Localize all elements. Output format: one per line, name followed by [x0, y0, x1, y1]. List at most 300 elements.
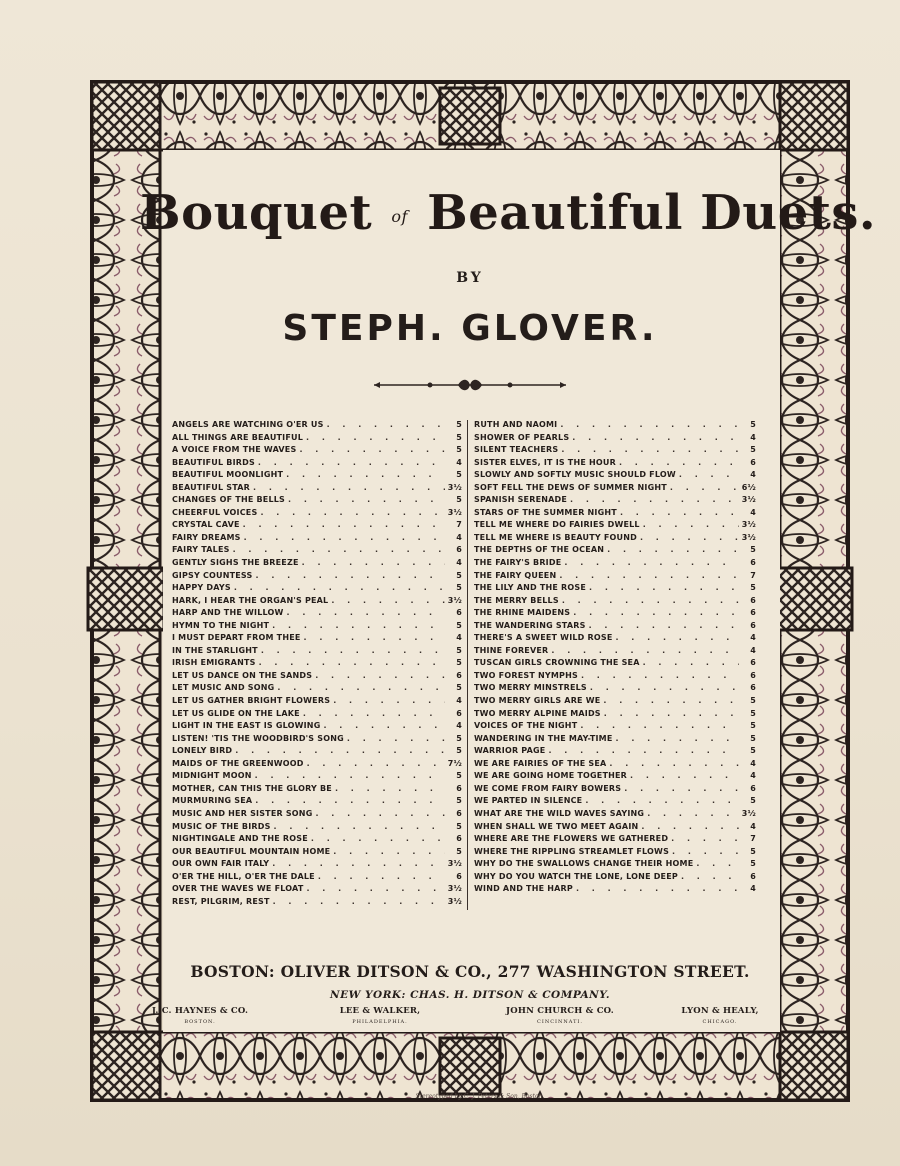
dot-leader [561, 444, 739, 457]
song-value: 5 [750, 420, 756, 429]
song-title: WHY DO YOU WATCH THE LONE, LONE DEEP [474, 871, 678, 881]
dot-leader [581, 670, 739, 683]
dot-leader [562, 595, 739, 608]
title-connector: of [391, 207, 408, 226]
agent-name: LYON & HEALY, [681, 1006, 759, 1016]
song-title: SHOWER OF PEARLS [474, 432, 570, 442]
song-title: BEAUTIFUL BIRDS [172, 457, 255, 467]
dot-leader [306, 883, 444, 896]
song-value: 4 [750, 758, 756, 768]
song-title: LISTEN! 'TIS THE WOODBIRD'S SONG [172, 733, 344, 743]
song-value: 6 [750, 683, 756, 693]
song-row [172, 657, 462, 670]
song-title: TELL ME WHERE DO FAIRIES DWELL [474, 520, 640, 530]
song-row [474, 821, 756, 834]
song-row [474, 494, 756, 507]
dot-leader [576, 883, 739, 896]
dot-leader [259, 657, 445, 670]
dot-leader [573, 607, 739, 620]
agent-name: J. C. HAYNES & CO. [151, 1006, 249, 1016]
dot-leader [604, 708, 739, 721]
song-value: 4 [456, 721, 462, 731]
song-row [172, 645, 462, 658]
song-value: 3½ [741, 495, 756, 505]
dot-leader [273, 896, 445, 909]
dot-leader [590, 682, 739, 695]
song-value: 5 [456, 445, 462, 455]
dot-leader [272, 858, 444, 871]
song-row [172, 670, 462, 683]
song-row [474, 783, 756, 796]
song-value: 7½ [447, 758, 462, 768]
song-title: I MUST DEPART FROM THEE [172, 633, 301, 643]
song-title: IN THE STARLIGHT [172, 645, 258, 655]
song-value: 5 [750, 721, 756, 731]
dot-leader [243, 519, 445, 532]
dot-leader [323, 720, 445, 733]
song-title: WHEN SHALL WE TWO MEET AGAIN [474, 821, 639, 831]
song-value: 6 [750, 595, 756, 605]
song-row [474, 846, 756, 859]
dot-leader [335, 783, 445, 796]
song-value: 5 [456, 658, 462, 668]
song-title: FAIRY DREAMS [172, 532, 241, 542]
song-value: 5 [750, 796, 756, 806]
dot-leader [560, 419, 739, 432]
dot-leader [641, 821, 739, 834]
song-row [172, 833, 462, 846]
dot-leader [640, 532, 739, 545]
song-value: 5 [456, 495, 462, 505]
song-value: 3½ [447, 884, 462, 894]
song-title: CHANGES OF THE BELLS [172, 495, 286, 505]
song-title: TELL ME WHERE IS BEAUTY FOUND [474, 532, 637, 542]
dot-leader [277, 682, 445, 695]
song-title: LIGHT IN THE EAST IS GLOWING [172, 721, 321, 731]
song-row [172, 720, 462, 733]
dot-leader [302, 557, 445, 570]
song-title: THE FAIRY'S BRIDE [474, 558, 562, 568]
song-row [172, 444, 462, 457]
song-row [474, 607, 756, 620]
song-row [172, 582, 462, 595]
song-value: 4 [750, 507, 756, 517]
song-value: 6 [750, 670, 756, 680]
dot-leader [304, 632, 445, 645]
dot-leader [580, 720, 739, 733]
dot-leader [288, 494, 445, 507]
song-row [474, 469, 756, 482]
song-value: 5 [456, 846, 462, 856]
dot-leader [274, 821, 445, 834]
song-value: 5 [456, 683, 462, 693]
dot-leader [559, 570, 739, 583]
dot-leader [307, 758, 445, 771]
song-value: 4 [750, 633, 756, 643]
song-title: TWO FOREST NYMPHS [474, 670, 578, 680]
agent-philadelphia [310, 1006, 450, 1025]
song-title: MIDNIGHT MOON [172, 771, 252, 781]
song-title: WIND AND THE HARP [474, 884, 573, 894]
song-value: 5 [456, 583, 462, 593]
song-title: THE LILY AND THE ROSE [474, 583, 587, 593]
song-row [474, 770, 756, 783]
dot-leader [235, 745, 445, 758]
song-value: 3½ [741, 808, 756, 818]
song-title: SPANISH SERENADE [474, 495, 568, 505]
dot-leader [624, 783, 739, 796]
song-title: WHAT ARE THE WILD WAVES SAYING [474, 808, 645, 818]
song-value: 4 [750, 884, 756, 894]
song-row [172, 896, 462, 909]
song-row [172, 532, 462, 545]
dot-leader [303, 708, 445, 721]
song-title: THE WANDERING STARS [474, 620, 586, 630]
song-value: 5 [456, 821, 462, 831]
song-row [474, 444, 756, 457]
song-row [172, 557, 462, 570]
song-row [474, 532, 756, 545]
dot-leader [671, 833, 739, 846]
song-row [172, 695, 462, 708]
song-list-right [474, 419, 756, 896]
dot-leader [306, 432, 445, 445]
song-row [474, 733, 756, 746]
song-title: CRYSTAL CAVE [172, 520, 240, 530]
by-label: BY [456, 270, 484, 286]
song-title: SLOWLY AND SOFTLY MUSIC SHOULD FLOW [474, 470, 676, 480]
dot-leader [333, 846, 445, 859]
song-row [474, 432, 756, 445]
dot-leader [286, 469, 445, 482]
song-row [474, 582, 756, 595]
dot-leader [233, 544, 445, 557]
song-title: SILENT TEACHERS [474, 445, 559, 455]
song-title: THINE FOREVER [474, 645, 549, 655]
dot-leader [696, 858, 739, 871]
dot-leader [630, 770, 739, 783]
song-title: THERE'S A SWEET WILD ROSE [474, 633, 613, 643]
song-value: 7 [456, 520, 462, 530]
dot-leader [589, 582, 739, 595]
song-row [474, 519, 756, 532]
song-value: 4 [750, 645, 756, 655]
agent-city: PHILADELPHIA. [352, 1019, 408, 1025]
song-title: WE PARTED IN SILENCE [474, 796, 583, 806]
song-value: 6 [456, 834, 462, 844]
dot-leader [258, 457, 445, 470]
song-row [474, 595, 756, 608]
song-value: 3½ [741, 520, 756, 530]
song-title: OUR BEAUTIFUL MOUNTAIN HOME [172, 846, 331, 856]
song-title: O'ER THE HILL, O'ER THE DALE [172, 871, 315, 881]
song-row [172, 871, 462, 884]
dot-leader [607, 544, 739, 557]
song-title: WARRIOR PAGE [474, 746, 546, 756]
dot-leader [647, 808, 739, 821]
song-row [474, 695, 756, 708]
song-row [474, 858, 756, 871]
song-row [172, 795, 462, 808]
song-row [172, 419, 462, 432]
dot-leader [681, 871, 739, 884]
song-row [172, 808, 462, 821]
song-list-left [172, 419, 462, 908]
song-value: 3½ [447, 859, 462, 869]
composer-name: STEPH. GLOVER. [282, 308, 658, 349]
song-row [172, 682, 462, 695]
song-title: OVER THE WAVES WE FLOAT [172, 884, 304, 894]
song-title: HAPPY DAYS [172, 583, 231, 593]
song-title: THE FAIRY QUEEN [474, 570, 557, 580]
publisher-imprint: BOSTON: OLIVER DITSON & CO., 277 WASHINGTON STREET. [190, 962, 750, 981]
song-value: 5 [750, 545, 756, 555]
song-row [172, 507, 462, 520]
song-title: MOTHER, CAN THIS THE GLORY BE [172, 783, 332, 793]
dot-leader [620, 507, 739, 520]
song-title: LET US DANCE ON THE SANDS [172, 670, 313, 680]
song-title: LET US GLIDE ON THE LAKE [172, 708, 300, 718]
dot-leader [347, 733, 445, 746]
song-value: 4 [456, 457, 462, 467]
song-title: REST, PILGRIM, REST [172, 896, 270, 906]
song-value: 6 [750, 457, 756, 467]
song-title: WE ARE GOING HOME TOGETHER [474, 771, 628, 781]
song-value: 6 [750, 558, 756, 568]
song-row [172, 858, 462, 871]
dot-leader [570, 494, 739, 507]
dot-leader [616, 733, 739, 746]
song-row [474, 758, 756, 771]
song-row [474, 871, 756, 884]
song-title: TWO MERRY MINSTRELS [474, 683, 587, 693]
song-value: 5 [456, 645, 462, 655]
song-title: MUSIC OF THE BIRDS [172, 821, 271, 831]
song-row [474, 708, 756, 721]
song-value: 4 [750, 432, 756, 442]
song-title: BEAUTIFUL MOONLIGHT [172, 470, 284, 480]
song-value: 6 [456, 783, 462, 793]
song-value: 6 [456, 708, 462, 718]
song-title: WE COME FROM FAIRY BOWERS [474, 783, 622, 793]
song-row [474, 883, 756, 896]
song-row [474, 745, 756, 758]
dot-leader [272, 620, 445, 633]
song-value: 5 [750, 445, 756, 455]
song-title: HARK, I HEAR THE ORGAN'S PEAL [172, 595, 329, 605]
song-title: TWO MERRY GIRLS ARE WE [474, 696, 601, 706]
dot-leader [619, 457, 739, 470]
song-value: 6 [750, 658, 756, 668]
dot-leader [670, 482, 739, 495]
song-title: VOICES OF THE NIGHT [474, 721, 578, 731]
song-value: 3½ [447, 507, 462, 517]
dot-leader [548, 745, 739, 758]
song-row [172, 846, 462, 859]
song-value: 7 [750, 834, 756, 844]
song-row [172, 494, 462, 507]
song-value: 6 [750, 783, 756, 793]
song-value: 6 [456, 670, 462, 680]
song-title: IRISH EMIGRANTS [172, 658, 256, 668]
agent-name: LEE & WALKER, [339, 1006, 421, 1016]
song-value: 5 [456, 771, 462, 781]
song-title: FAIRY TALES [172, 545, 230, 555]
dot-leader [234, 582, 445, 595]
song-title: HYMN TO THE NIGHT [172, 620, 270, 630]
song-row [474, 682, 756, 695]
song-title: ALL THINGS ARE BEAUTIFUL [172, 432, 304, 442]
column-divider [467, 420, 468, 910]
song-value: 6 [750, 620, 756, 630]
song-row [172, 745, 462, 758]
dot-leader [315, 808, 445, 821]
song-value: 5 [750, 746, 756, 756]
song-row [474, 657, 756, 670]
dot-leader [589, 620, 739, 633]
song-value: 5 [750, 859, 756, 869]
song-value: 3½ [447, 595, 462, 605]
song-title: HARP AND THE WILLOW [172, 608, 284, 618]
song-row [172, 570, 462, 583]
song-value: 6 [750, 871, 756, 881]
song-title: LET US GATHER BRIGHT FLOWERS [172, 696, 331, 706]
song-value: 4 [456, 532, 462, 542]
song-value: 5 [750, 846, 756, 856]
dot-leader [244, 532, 445, 545]
song-title: WANDERING IN THE MAY-TIME [474, 733, 613, 743]
song-value: 5 [456, 733, 462, 743]
song-value: 3½ [447, 896, 462, 906]
dot-leader [672, 846, 739, 859]
song-row [172, 708, 462, 721]
song-value: 5 [750, 696, 756, 706]
song-value: 5 [750, 583, 756, 593]
song-value: 4 [750, 821, 756, 831]
song-row [474, 544, 756, 557]
song-title: MURMURING SEA [172, 796, 253, 806]
song-row [172, 758, 462, 771]
page-title [140, 185, 877, 241]
song-title: THE RHINE MAIDENS [474, 608, 571, 618]
dot-leader [311, 833, 445, 846]
song-title: SOFT FELL THE DEWS OF SUMMER NIGHT [474, 482, 667, 492]
song-title: LONELY BIRD [172, 746, 233, 756]
dot-leader [585, 795, 739, 808]
agent-boston [130, 1006, 270, 1025]
dot-leader [551, 645, 739, 658]
title-part2: Beautiful Duets. [427, 185, 877, 241]
dot-leader [261, 645, 445, 658]
song-row [172, 783, 462, 796]
song-value: 7 [750, 570, 756, 580]
song-title: LET MUSIC AND SONG [172, 683, 275, 693]
dot-leader [299, 444, 445, 457]
song-title: GENTLY SIGHS THE BREEZE [172, 558, 299, 568]
song-row [474, 457, 756, 470]
song-title: NIGHTINGALE AND THE ROSE [172, 834, 308, 844]
song-title: TWO MERRY ALPINE MAIDS [474, 708, 601, 718]
song-value: 5 [456, 796, 462, 806]
song-value: 5 [456, 570, 462, 580]
dot-leader [609, 758, 739, 771]
song-row [172, 482, 462, 495]
dot-leader [287, 607, 445, 620]
dot-leader [331, 595, 444, 608]
song-value: 6 [750, 608, 756, 618]
song-row [172, 469, 462, 482]
dot-leader [643, 519, 739, 532]
song-title: WHERE THE RIPPLING STREAMLET FLOWS [474, 846, 670, 856]
song-row [172, 883, 462, 896]
agent-chicago [650, 1006, 790, 1025]
dot-leader [255, 795, 445, 808]
engraver-credit: Stereotyped by C. J. Peters & Son, Boston. [415, 1093, 545, 1100]
song-value: 3½ [741, 532, 756, 542]
song-value: 4 [456, 633, 462, 643]
song-value: 5 [750, 708, 756, 718]
song-title: GIPSY COUNTESS [172, 570, 253, 580]
dot-leader [256, 570, 446, 583]
song-value: 4 [456, 558, 462, 568]
agent-city: CINCINNATI. [537, 1019, 583, 1025]
song-value: 6 [456, 545, 462, 555]
song-value: 6 [456, 871, 462, 881]
song-value: 4 [750, 470, 756, 480]
song-row [474, 833, 756, 846]
dot-leader [315, 670, 445, 683]
song-row [172, 733, 462, 746]
song-title: WHY DO THE SWALLOWS CHANGE THEIR HOME [474, 859, 694, 869]
song-row [474, 670, 756, 683]
song-value: 6 [456, 808, 462, 818]
song-row [474, 507, 756, 520]
song-row [474, 570, 756, 583]
song-title: THE DEPTHS OF THE OCEAN [474, 545, 605, 555]
song-row [474, 557, 756, 570]
song-row [474, 795, 756, 808]
song-value: 5 [456, 620, 462, 630]
song-row [474, 720, 756, 733]
song-title: BEAUTIFUL STAR [172, 482, 251, 492]
song-title: WE ARE FAIRIES OF THE SEA [474, 758, 607, 768]
dot-leader [255, 770, 445, 783]
song-value: 5 [750, 733, 756, 743]
song-title: A VOICE FROM THE WAVES [172, 445, 297, 455]
song-value: 4 [750, 771, 756, 781]
song-row [172, 821, 462, 834]
song-title: OUR OWN FAIR ITALY [172, 859, 270, 869]
dot-leader [327, 419, 445, 432]
song-title: WHERE ARE THE FLOWERS WE GATHERED [474, 834, 669, 844]
song-title: CHEERFUL VOICES [172, 507, 258, 517]
song-value: 6 [456, 608, 462, 618]
song-row [474, 620, 756, 633]
song-row [172, 620, 462, 633]
song-value: 5 [456, 746, 462, 756]
dot-leader [260, 507, 444, 520]
song-title: RUTH AND NAOMI [474, 420, 558, 429]
dot-leader [603, 695, 739, 708]
dot-leader [615, 632, 739, 645]
song-title: ANGELS ARE WATCHING O'ER US [172, 420, 324, 429]
song-row [172, 544, 462, 557]
song-value: 4 [456, 696, 462, 706]
song-title: STARS OF THE SUMMER NIGHT [474, 507, 617, 517]
dot-leader [564, 557, 739, 570]
song-title: MAIDS OF THE GREENWOOD [172, 758, 304, 768]
song-row [474, 645, 756, 658]
